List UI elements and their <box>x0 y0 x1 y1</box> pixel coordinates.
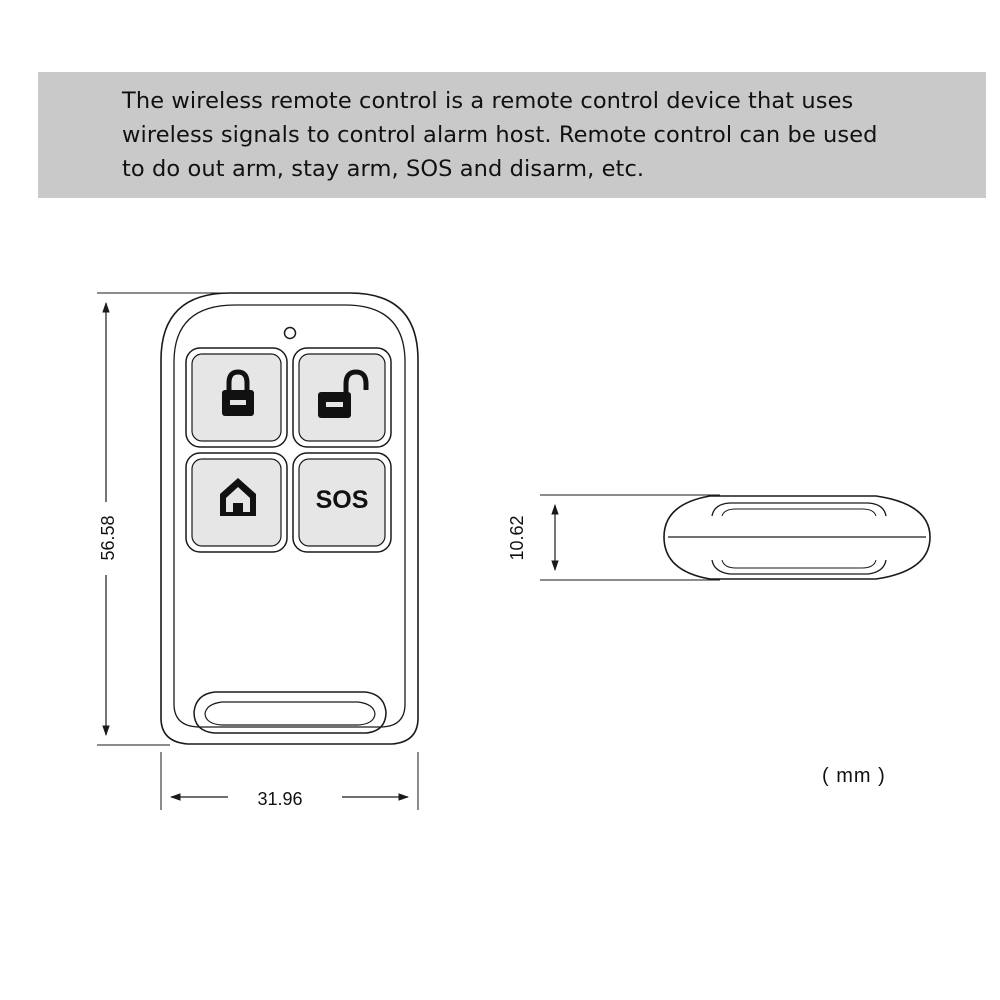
height-label: 56.58 <box>98 515 118 561</box>
description-line: The wireless remote control is a remote control device that uses <box>122 88 854 114</box>
description-line: to do out arm, stay arm, SOS and disarm, etc. <box>122 156 645 182</box>
thickness-label: 10.62 <box>507 515 527 561</box>
sos-label: SOS <box>315 486 369 514</box>
lanyard-slot-inner <box>205 702 375 725</box>
width-label: 31.96 <box>257 789 303 809</box>
side-view-bottom-ridge <box>712 560 886 574</box>
unit-label: ( mm ) <box>822 765 886 787</box>
led-indicator <box>285 328 296 339</box>
button-unlock[interactable] <box>293 348 391 447</box>
button-sos[interactable] <box>293 453 391 552</box>
remote-side-view <box>664 496 930 579</box>
button-lock[interactable] <box>186 348 287 447</box>
button-home[interactable] <box>186 453 287 552</box>
description-line: wireless signals to control alarm host. Remote control can be used <box>122 122 878 148</box>
side-view-bottom-ridge-inner <box>722 560 876 568</box>
side-view-top-ridge-inner <box>722 509 876 516</box>
